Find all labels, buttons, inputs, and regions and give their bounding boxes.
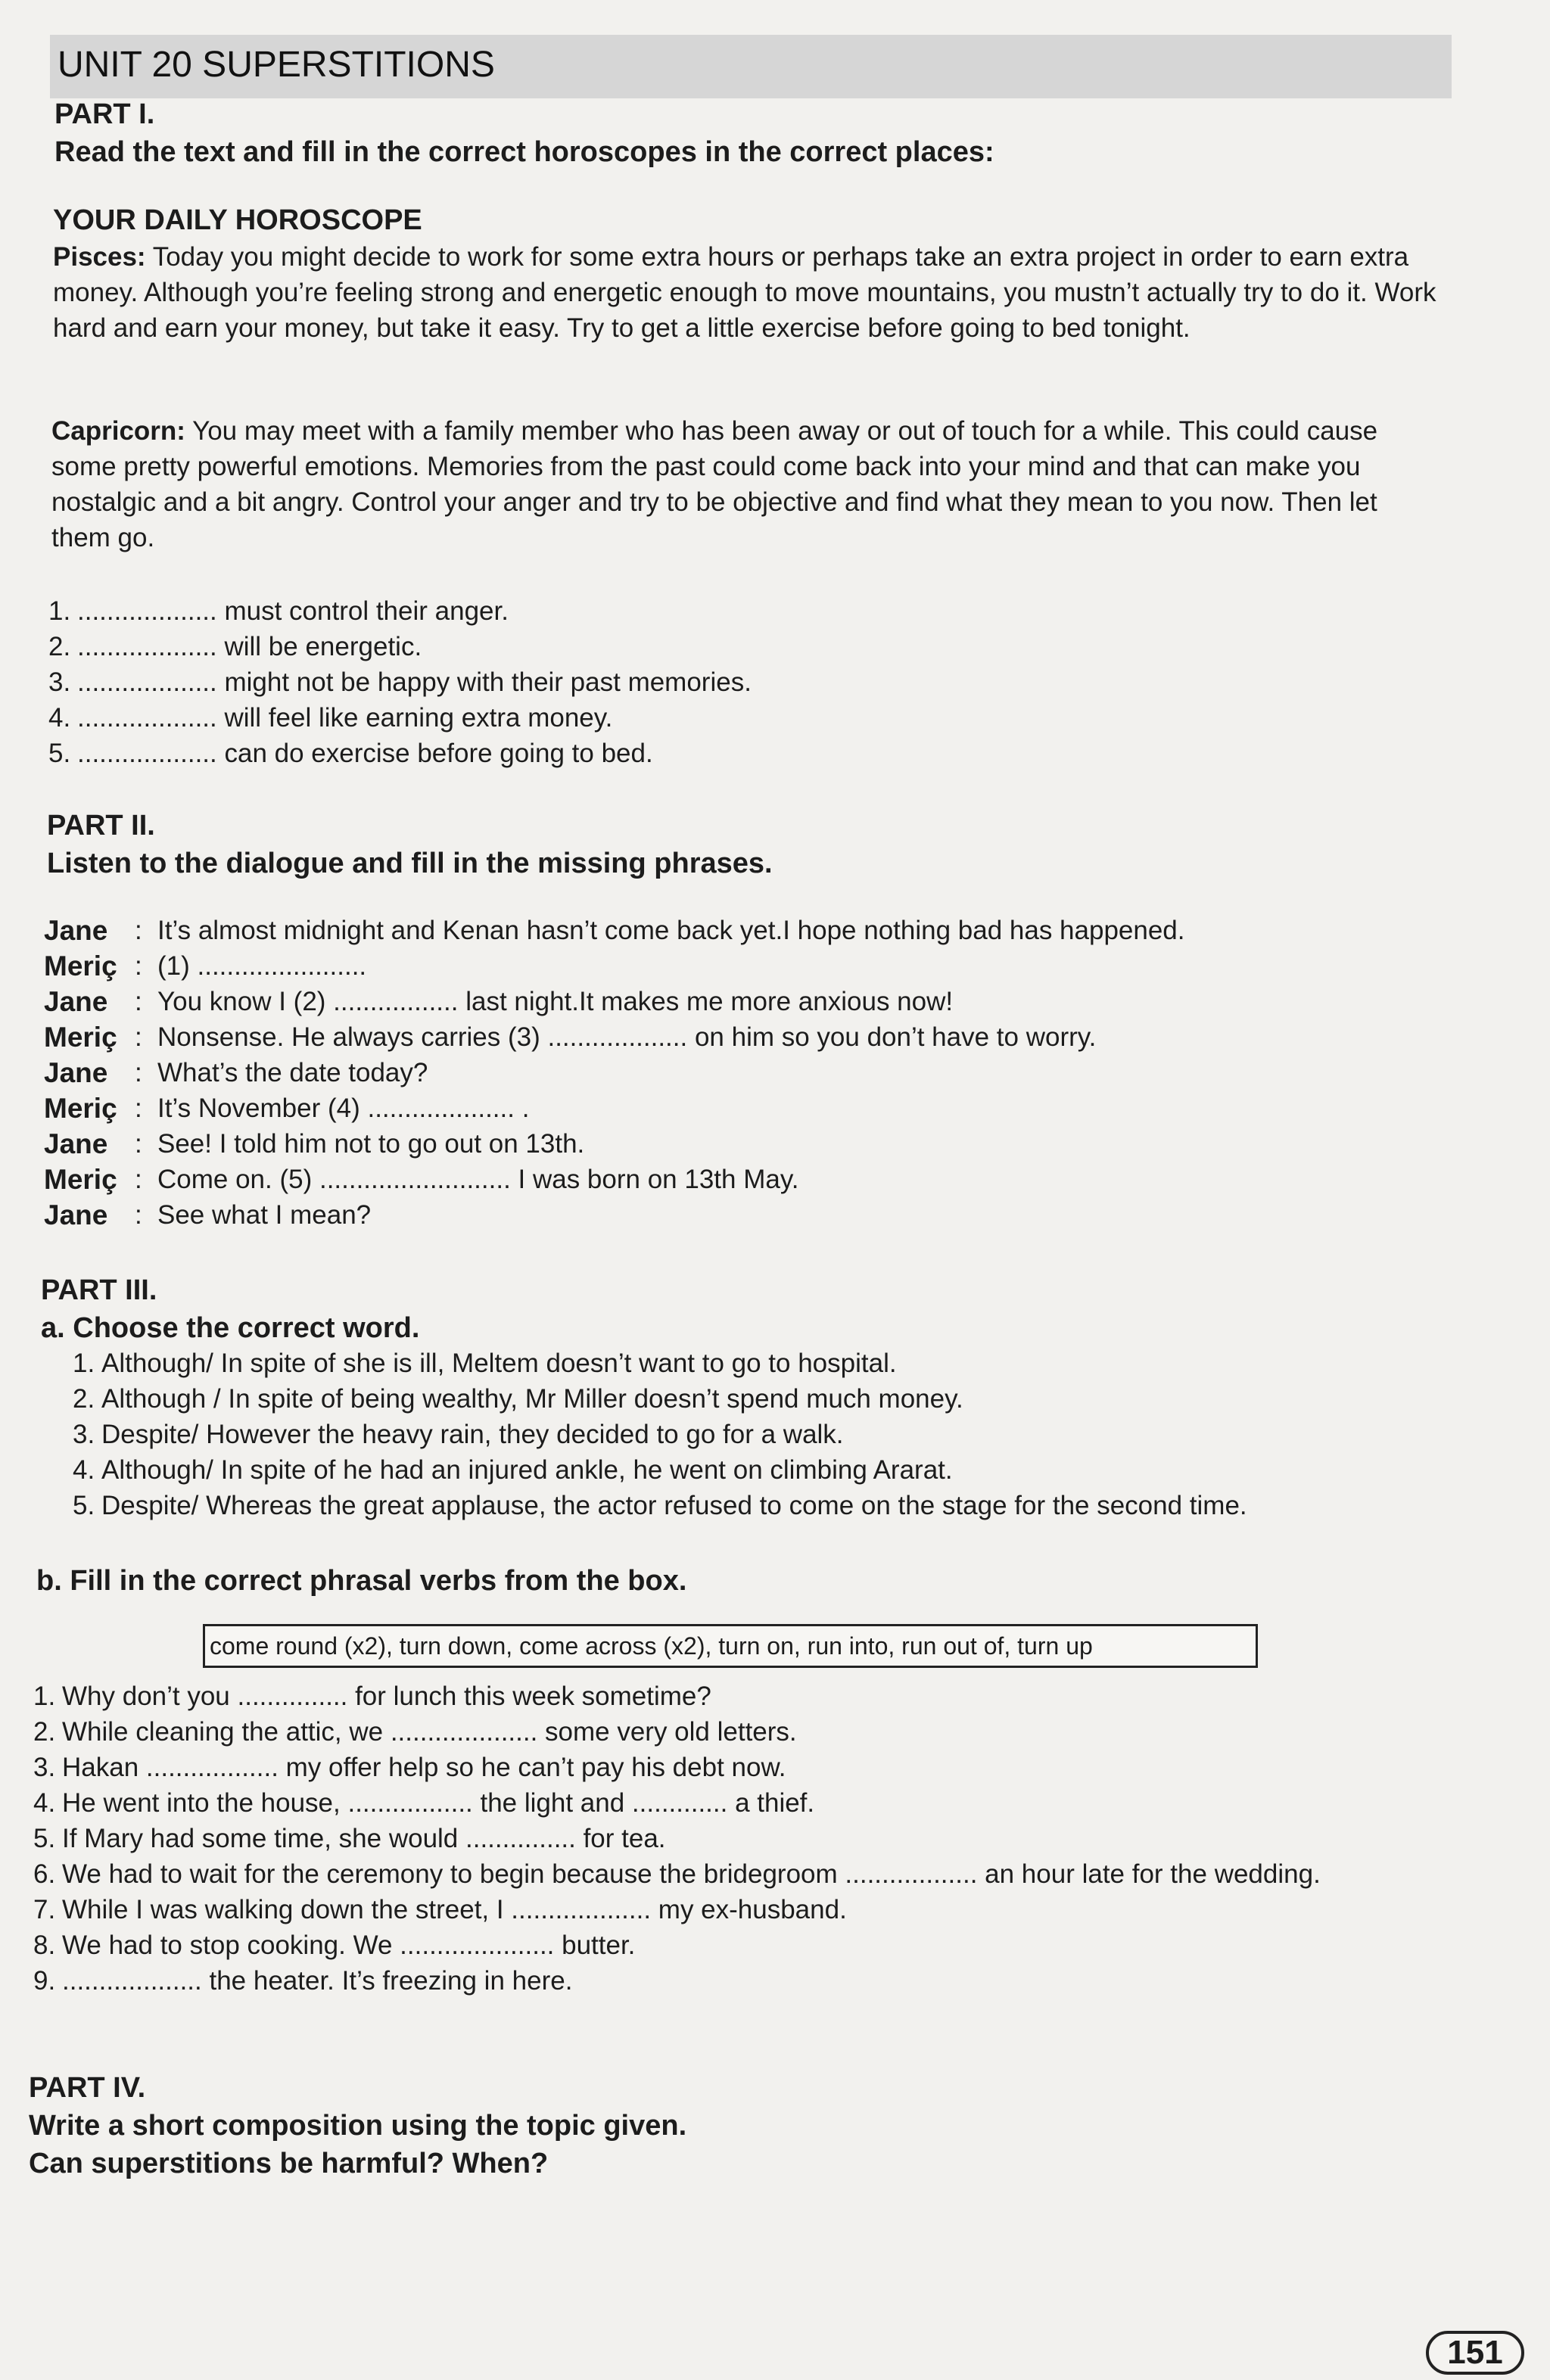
dialogue-line: Meriç : (1) ....................... bbox=[44, 948, 1452, 984]
list-item-text: If Mary had some time, she would ............... for tea. bbox=[62, 1824, 666, 1853]
list-item-text: Despite/ However the heavy rain, they decided to go for a walk. bbox=[101, 1420, 844, 1449]
part-4 bbox=[29, 2069, 1436, 2182]
list-item-text: ................... must control their anger. bbox=[77, 596, 509, 626]
dialogue-text: See what I mean? bbox=[157, 1200, 372, 1230]
part-4-question: Can superstitions be harmful? When? bbox=[29, 2148, 549, 2179]
page-number: 151 bbox=[1447, 2334, 1503, 2371]
list-item-text: Hakan .................. my offer help so he can’t pay his debt now. bbox=[62, 1753, 786, 1782]
page-number-badge bbox=[1426, 2331, 1524, 2375]
speaker-name: Meriç bbox=[44, 1164, 117, 1195]
speaker-name: Meriç bbox=[44, 1022, 117, 1053]
speaker-name: Jane bbox=[44, 1199, 108, 1230]
list-item: 1. ................... must control their anger. bbox=[48, 593, 1108, 629]
part-4-heading: PART IV. bbox=[29, 2072, 146, 2104]
list-item-text: ................... will feel like earning extra money. bbox=[77, 703, 613, 733]
unit-title: UNIT 20 SUPERSTITIONS bbox=[58, 45, 495, 85]
list-item: 3. Hakan .................. my offer help so he can’t pay his debt now. bbox=[33, 1750, 1456, 1785]
dialogue-text: Nonsense. He always carries (3) ................... on him so you don’t have to worry. bbox=[157, 1022, 1097, 1052]
capricorn-paragraph bbox=[51, 413, 1436, 555]
dialogue-text: It’s almost midnight and Kenan hasn’t come back yet.I hope nothing bad has happened. bbox=[157, 916, 1185, 945]
list-item-text: Despite/ Whereas the great applause, the actor refused to come on the stage for the second time. bbox=[101, 1491, 1247, 1520]
dialogue-line: Meriç : It’s November (4) .................... . bbox=[44, 1090, 1452, 1126]
list-item-text: While cleaning the attic, we .................... some very old letters. bbox=[62, 1717, 797, 1747]
list-item: 2. Although / In spite of being wealthy, Mr Miller doesn’t spend much money. bbox=[73, 1381, 1458, 1417]
list-item: 3. ................... might not be happy with their past memories. bbox=[48, 664, 1108, 700]
list-item: 1. Why don’t you ............... for lunch this week sometime? bbox=[33, 1678, 1456, 1714]
choose-word-list bbox=[73, 1346, 1458, 1523]
list-item: 1. Although/ In spite of she is ill, Meltem doesn’t want to go to hospital. bbox=[73, 1346, 1458, 1381]
part-1 bbox=[54, 95, 1447, 171]
speaker-name: Jane bbox=[44, 1128, 108, 1159]
speaker-name: Meriç bbox=[44, 1093, 117, 1124]
list-item-text: We had to wait for the ceremony to begin because the bridegroom .................. an hour late for the wedding. bbox=[62, 1859, 1321, 1889]
dialogue-text: (1) ....................... bbox=[157, 951, 367, 981]
list-item: 5. Despite/ Whereas the great applause, the actor refused to come on the stage for the second time. bbox=[73, 1488, 1458, 1523]
list-item: 6. We had to wait for the ceremony to begin because the bridegroom .................. an hour late for the wedding. bbox=[33, 1856, 1456, 1892]
pisces-text: Today you might decide to work for some extra hours or perhaps take an extra project in order to earn extra money. Although you’re feeling strong and energetic enough to move mountains, you mustn’t actually try to do it. Work hard and earn your money, but take it easy. Try to get a little exercise before going to bed tonight. bbox=[53, 242, 1436, 343]
capricorn-text: You may meet with a family member who has been away or out of touch for a while. This could cause some pretty powerful emotions. Memories from the past could come back into your mind and that can make you nostalgic and a bit angry. Control your anger and try to be objective and find what they mean to you now. Then let them go. bbox=[51, 416, 1378, 552]
dialogue-text: What’s the date today? bbox=[157, 1058, 428, 1087]
pisces-paragraph bbox=[53, 239, 1438, 346]
part-1-heading: PART I. bbox=[54, 98, 155, 130]
list-item: 3. Despite/ However the heavy rain, they decided to go for a walk. bbox=[73, 1417, 1458, 1452]
part-3b bbox=[36, 1562, 1429, 1600]
dialogue-text: It’s November (4) .................... . bbox=[157, 1094, 530, 1123]
part-3a-heading: a. Choose the correct word. bbox=[41, 1312, 420, 1344]
horoscope-section bbox=[53, 201, 1453, 346]
dialogue-line: Jane : See what I mean? bbox=[44, 1197, 1452, 1233]
list-item: 7. While I was walking down the street, I ................... my ex-husband. bbox=[33, 1892, 1456, 1927]
list-item: 5. ................... can do exercise before going to bed. bbox=[48, 736, 1108, 771]
part-1-instruction: Read the text and fill in the correct horoscopes in the correct places: bbox=[54, 136, 994, 168]
phrasal-verbs-box: come round (x2), turn down, come across (x2), turn on, run into, run out of, turn up bbox=[203, 1624, 1258, 1668]
list-item: 5. If Mary had some time, she would ............... for tea. bbox=[33, 1821, 1456, 1856]
list-item: 2. ................... will be energetic. bbox=[48, 629, 1108, 664]
part-3 bbox=[41, 1271, 1449, 1347]
list-item-text: Although / In spite of being wealthy, Mr Miller doesn’t spend much money. bbox=[101, 1384, 963, 1414]
list-item-text: We had to stop cooking. We ..................... butter. bbox=[62, 1930, 636, 1960]
list-item: 4. ................... will feel like earning extra money. bbox=[48, 700, 1108, 736]
list-item-text: Although/ In spite of he had an injured ankle, he went on climbing Ararat. bbox=[101, 1455, 953, 1485]
dialogue-line: Jane : It’s almost midnight and Kenan hasn’t come back yet.I hope nothing bad has happened. bbox=[44, 913, 1452, 948]
part-3-heading: PART III. bbox=[41, 1274, 157, 1306]
list-item-text: He went into the house, ................. the light and ............. a thief. bbox=[62, 1788, 815, 1818]
dialogue-line: Meriç : Come on. (5) .......................... I was born on 13th May. bbox=[44, 1162, 1452, 1197]
unit-title-banner bbox=[50, 35, 1452, 98]
list-item-text: ................... will be energetic. bbox=[77, 632, 422, 661]
dialogue-text: Come on. (5) .......................... I was born on 13th May. bbox=[157, 1165, 799, 1194]
list-item-text: ................... might not be happy with their past memories. bbox=[77, 667, 752, 697]
dialogue bbox=[44, 913, 1452, 1233]
list-item: 9. ................... the heater. It’s freezing in here. bbox=[33, 1963, 1456, 1999]
list-item-text: While I was walking down the street, I ................... my ex-husband. bbox=[62, 1895, 847, 1924]
list-item-text: ................... can do exercise before going to bed. bbox=[77, 739, 653, 768]
part-4-instruction: Write a short composition using the topic given. bbox=[29, 2110, 687, 2142]
phrasal-verbs-list bbox=[33, 1678, 1456, 1999]
speaker-name: Jane bbox=[44, 986, 108, 1017]
part-2-instruction: Listen to the dialogue and fill in the missing phrases. bbox=[47, 848, 773, 879]
dialogue-text: See! I told him not to go out on 13th. bbox=[157, 1129, 585, 1159]
capricorn-section bbox=[51, 413, 1452, 555]
list-item: 4. Although/ In spite of he had an injured ankle, he went on climbing Ararat. bbox=[73, 1452, 1458, 1488]
horoscope-title: YOUR DAILY HOROSCOPE bbox=[53, 204, 422, 236]
part-2-heading: PART II. bbox=[47, 810, 155, 842]
dialogue-line: Meriç : Nonsense. He always carries (3) ................... on him so you don’t have to worry. bbox=[44, 1019, 1452, 1055]
list-item: 2. While cleaning the attic, we .................... some very old letters. bbox=[33, 1714, 1456, 1750]
list-item: 4. He went into the house, ................. the light and ............. a thief. bbox=[33, 1785, 1456, 1821]
speaker-name: Meriç bbox=[44, 950, 117, 982]
dialogue-text: You know I (2) ................. last night.It makes me more anxious now! bbox=[157, 987, 954, 1016]
pisces-label: Pisces: bbox=[53, 242, 146, 272]
horoscope-fill-list bbox=[48, 593, 1108, 771]
part-3b-heading: b. Fill in the correct phrasal verbs from the box. bbox=[36, 1565, 687, 1597]
dialogue-line: Jane : What’s the date today? bbox=[44, 1055, 1452, 1090]
list-item-text: Why don’t you ............... for lunch this week sometime? bbox=[62, 1682, 711, 1711]
part-2 bbox=[47, 807, 1440, 882]
capricorn-label: Capricorn: bbox=[51, 416, 185, 446]
dialogue-line: Jane : You know I (2) ................. last night.It makes me more anxious now! bbox=[44, 984, 1452, 1019]
list-item-text: Although/ In spite of she is ill, Meltem doesn’t want to go to hospital. bbox=[101, 1349, 897, 1378]
speaker-name: Jane bbox=[44, 1057, 108, 1088]
speaker-name: Jane bbox=[44, 915, 108, 946]
dialogue-line: Jane : See! I told him not to go out on 13th. bbox=[44, 1126, 1452, 1162]
list-item-text: ................... the heater. It’s freezing in here. bbox=[62, 1966, 573, 1996]
list-item: 8. We had to stop cooking. We ..................... butter. bbox=[33, 1927, 1456, 1963]
